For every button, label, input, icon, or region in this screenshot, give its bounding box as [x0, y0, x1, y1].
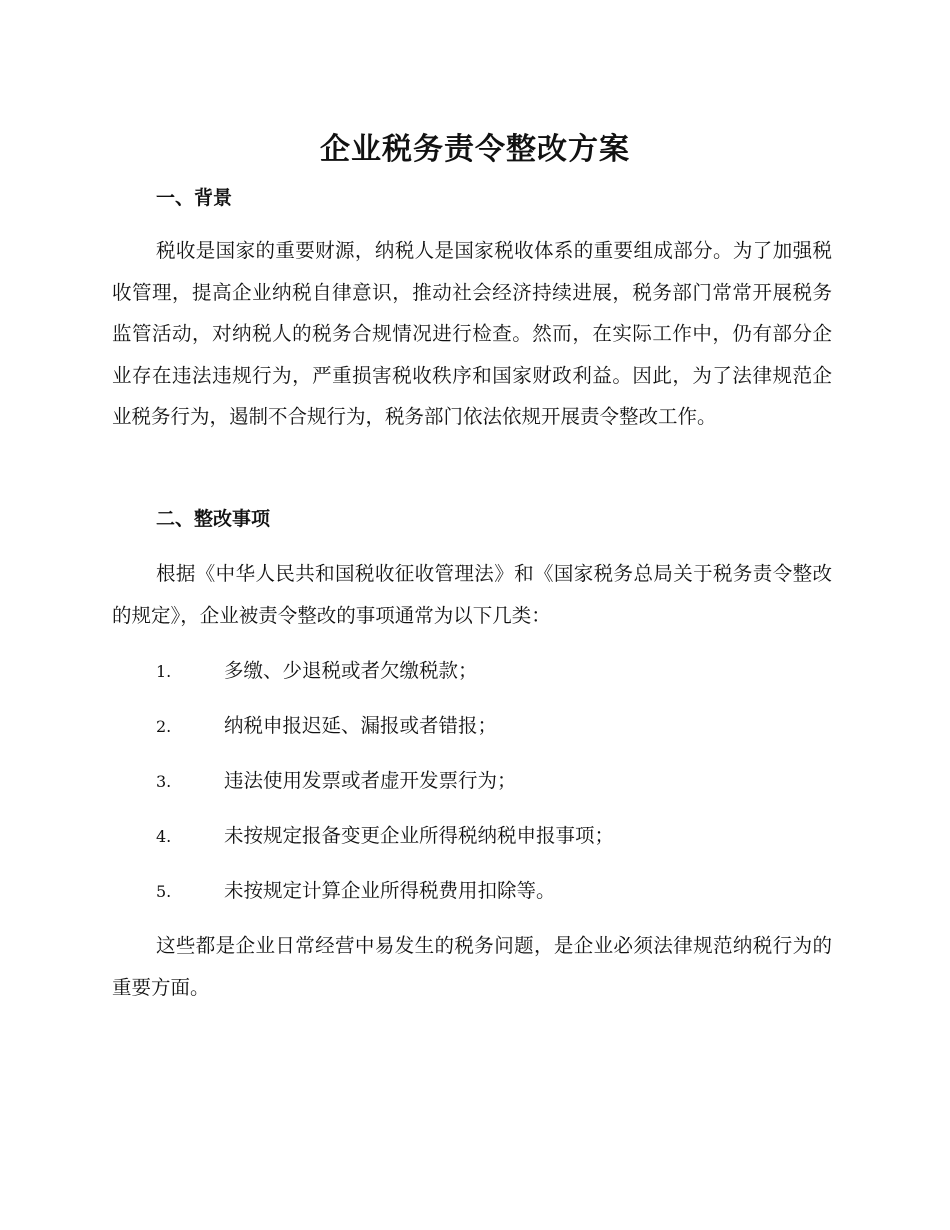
- list-item: [156, 876, 836, 907]
- closing-paragraph: 这些都是企业日常经营中易发生的税务问题，是企业必须法律规范纳税行为的重要方面。: [112, 934, 832, 999]
- section-heading-background: 一、背景: [156, 187, 233, 209]
- document-title: 企业税务责令整改方案: [320, 132, 630, 167]
- list-item: [156, 766, 836, 797]
- list-item-number: 3.: [156, 772, 172, 791]
- section-heading-rectification-items: 二、整改事项: [156, 508, 271, 530]
- list-item-number: 2.: [156, 717, 172, 736]
- list-item-number: 4.: [156, 827, 172, 846]
- list-item-text: 违法使用发票或者虚开发票行为；: [224, 769, 517, 792]
- rectification-intro-paragraph: 根据《中华人民共和国税收征收管理法》和《国家税务总局关于税务责令整改的规定》，企业被责令整改的事项通常为以下几类：: [112, 562, 832, 627]
- list-item-number: 5.: [156, 882, 172, 901]
- list-item: [156, 711, 836, 742]
- list-item-text: 未按规定计算企业所得税费用扣除等。: [224, 879, 556, 902]
- background-paragraph: 税收是国家的重要财源，纳税人是国家税收体系的重要组成部分。为了加强税收管理，提高企业纳税自律意识，推动社会经济持续进展，税务部门常常开展税务监管活动，对纳税人的税务合规情况进行检查。然而，在实际工作中，仍有部分企业存在违法违规行为，严重损害税收秩序和国家财政利益。因此，为了法律规范企业税务行为，遏制不合规行为，税务部门依法依规开展责令整改工作。: [112, 239, 832, 428]
- list-item-text: 未按规定报备变更企业所得税纳税申报事项；: [224, 824, 615, 847]
- list-item-number: 1.: [156, 662, 172, 681]
- list-item-text: 纳税申报迟延、漏报或者错报；: [224, 714, 498, 737]
- list-item-text: 多缴、少退税或者欠缴税款；: [224, 659, 478, 682]
- list-item: [156, 821, 836, 852]
- list-item: [156, 656, 836, 687]
